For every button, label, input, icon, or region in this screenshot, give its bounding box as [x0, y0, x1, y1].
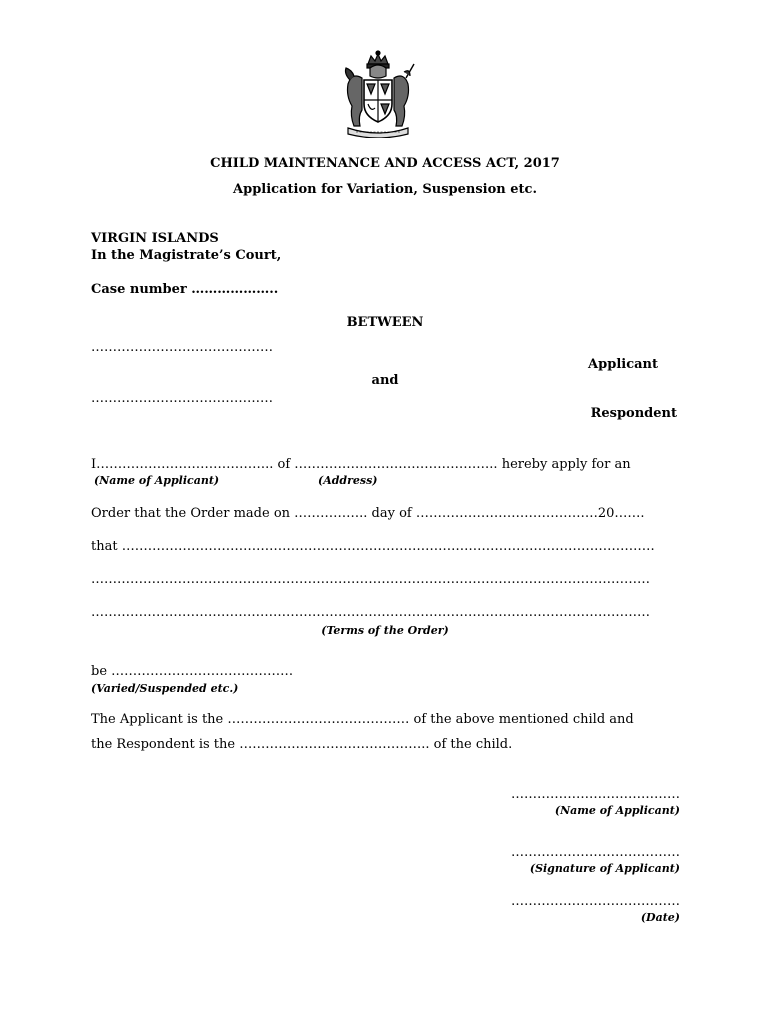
order-date-line: Order that the Order made on …………….. day of ……………………………………20……. — [91, 506, 645, 521]
form-title: Application for Variation, Suspension etc. — [233, 182, 537, 197]
respondent-label: Respondent — [590, 406, 677, 421]
address-note: (Address) — [318, 474, 378, 487]
case-number: Case number ……………….. — [91, 282, 279, 297]
that-line: that …………………………………………………………………………………………………………… — [91, 539, 655, 554]
blank-line: ………………………………………………………………………………………………………………… — [91, 572, 650, 587]
coat-of-arms-icon — [340, 50, 416, 138]
respondent-blank: …………………………………… — [91, 391, 273, 406]
applicant-blank: …………………………………… — [91, 340, 273, 355]
applicant-relationship-line: The Applicant is the …………………………………… of the above mentioned child and — [91, 712, 634, 727]
respondent-relationship-line: the Respondent is the …………………………………….. of the child. — [91, 737, 513, 752]
blank-line: ………………………………………………………………………………………………………………… — [91, 605, 650, 620]
applicant-label: Applicant — [588, 357, 658, 372]
court-name: In the Magistrate’s Court, — [91, 248, 282, 263]
signature-of-applicant-label: (Signature of Applicant) — [529, 862, 680, 875]
name-of-applicant-label: (Name of Applicant) — [554, 804, 680, 817]
terms-note: (Terms of the Order) — [321, 624, 449, 637]
name-blank: ………………………………… — [511, 787, 680, 802]
name-of-applicant-note: (Name of Applicant) — [94, 474, 220, 487]
date-blank: ………………………………… — [511, 894, 680, 909]
and-label: and — [371, 373, 399, 388]
apply-line: I………………………………….. of ……………………………………….. hereby apply for an — [91, 457, 631, 472]
between-heading: BETWEEN — [346, 315, 424, 330]
territory: VIRGIN ISLANDS — [91, 231, 219, 246]
be-line: be …………………………………… — [91, 664, 294, 679]
date-label: (Date) — [640, 911, 680, 924]
varied-note: (Varied/Suspended etc.) — [91, 682, 239, 695]
act-title: CHILD MAINTENANCE AND ACCESS ACT, 2017 — [210, 156, 560, 171]
signature-blank: ………………………………… — [511, 845, 680, 860]
